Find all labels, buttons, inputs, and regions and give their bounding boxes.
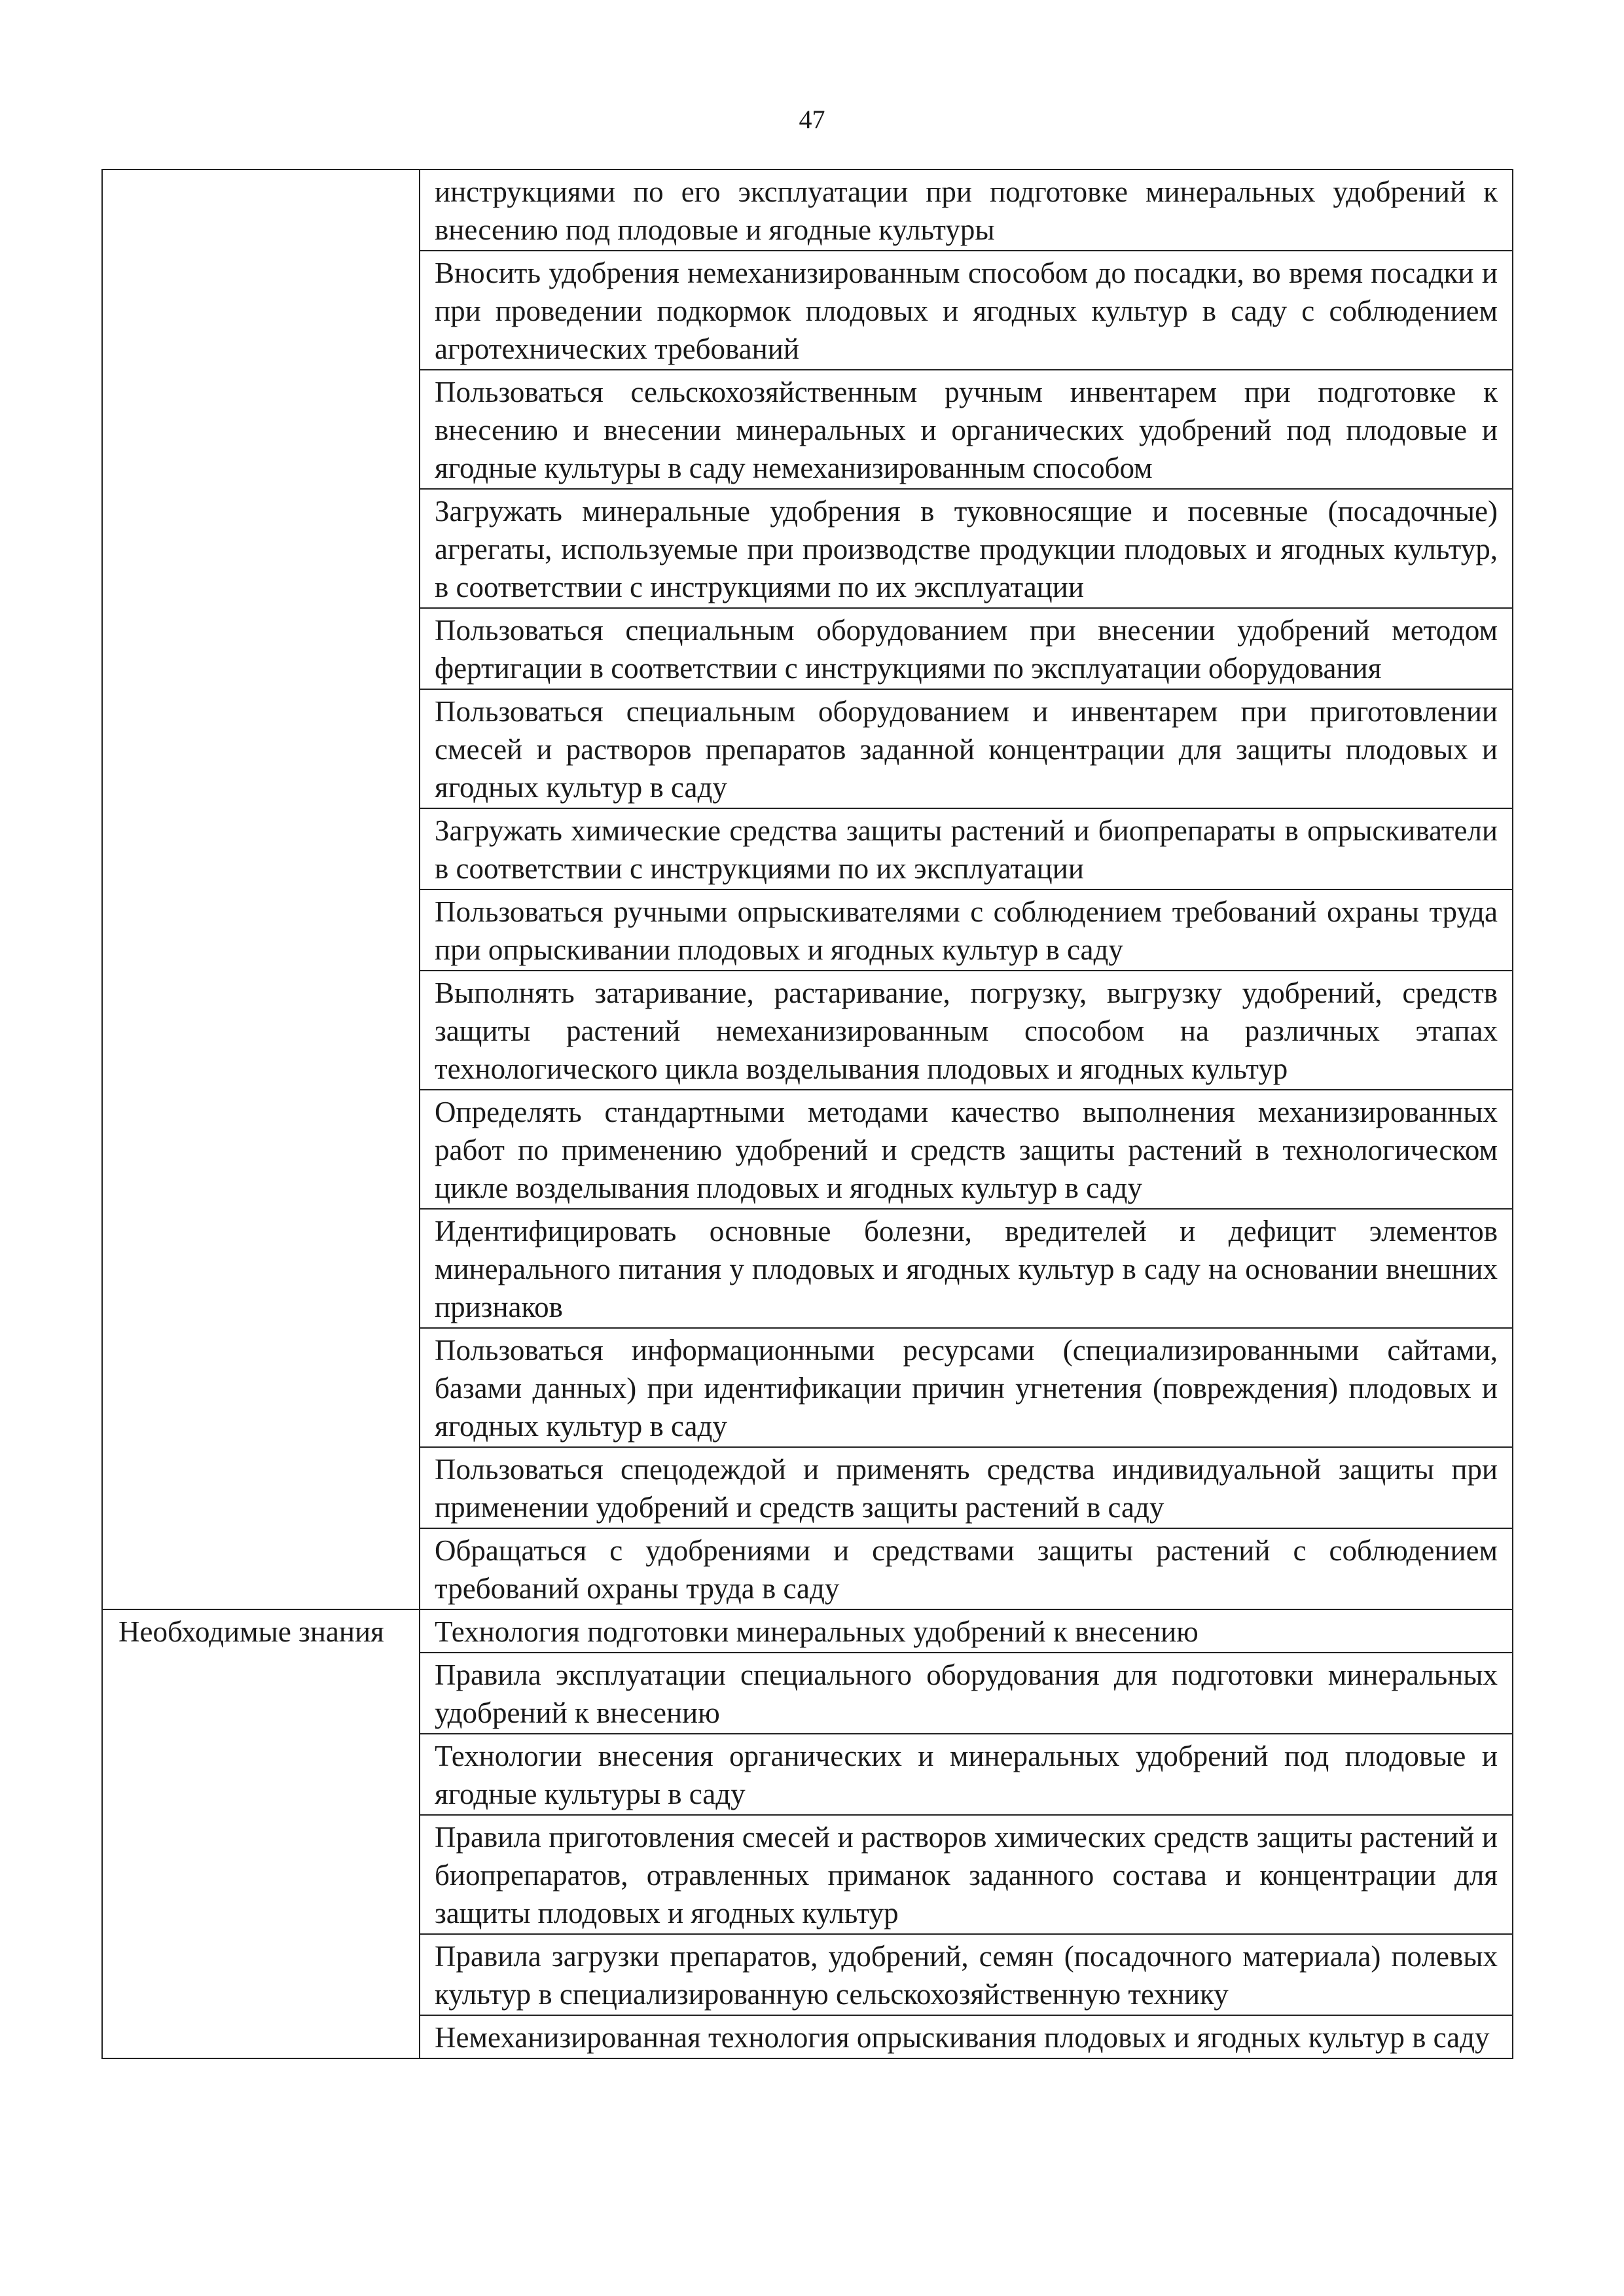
- knowledge-cell: Технология подготовки минеральных удобрений к внесению: [420, 1609, 1513, 1653]
- knowledge-label: Необходимые знания: [102, 1609, 420, 2058]
- knowledge-cell: Технологии внесения органических и минеральных удобрений под плодовые и ягодные культуры в саду: [420, 1734, 1513, 1815]
- page-number: 47: [799, 105, 825, 134]
- skill-cell: Пользоваться ручными опрыскивателями с соблюдением требований охраны труда при опрыскивании плодовых и ягодных культур в саду: [420, 889, 1513, 971]
- knowledge-cell: Правила эксплуатации специального оборудования для подготовки минеральных удобрений к внесению: [420, 1653, 1513, 1734]
- skill-cell: Пользоваться специальным оборудованием и инвентарем при приготовлении смесей и растворов препаратов заданной концентрации для защиты плодовых и ягодных культур в саду: [420, 689, 1513, 808]
- skill-cell: Пользоваться специальным оборудованием при внесении удобрений методом фертигации в соответствии с инструкциями по эксплуатации оборудования: [420, 608, 1513, 689]
- skills-label-cell: [102, 170, 420, 1609]
- skill-cell: Выполнять затаривание, растаривание, погрузку, выгрузку удобрений, средств защиты растений немеханизированным способом на различных этапах технологического цикла возделывания плодовых и ягодных культур: [420, 971, 1513, 1090]
- skill-cell: Обращаться с удобрениями и средствами защиты растений с соблюдением требований охраны труда в саду: [420, 1528, 1513, 1609]
- skill-cell: Идентифицировать основные болезни, вредителей и дефицит элементов минерального питания у плодовых и ягодных культур в саду на основании внешних признаков: [420, 1209, 1513, 1328]
- knowledge-cell: Правила приготовления смесей и растворов химических средств защиты растений и биопрепаратов, отравленных приманок заданного состава и концентрации для защиты плодовых и ягодных культур: [420, 1815, 1513, 1934]
- table-row: [102, 170, 1513, 251]
- skill-cell: инструкциями по его эксплуатации при подготовке минеральных удобрений к внесению под плодовые и ягодные культуры: [420, 170, 1513, 251]
- knowledge-cell: Правила загрузки препаратов, удобрений, семян (посадочного материала) полевых культур в специализированную сельскохозяйственную технику: [420, 1934, 1513, 2015]
- skill-cell: Загружать химические средства защиты растений и биопрепараты в опрыскиватели в соответствии с инструкциями по их эксплуатации: [420, 808, 1513, 889]
- skill-cell: Пользоваться сельскохозяйственным ручным инвентарем при подготовке к внесению и внесении минеральных и органических удобрений под плодовые и ягодные культуры в саду немеханизированным способом: [420, 370, 1513, 489]
- skill-cell: Пользоваться спецодеждой и применять средства индивидуальной защиты при применении удобрений и средств защиты растений в саду: [420, 1447, 1513, 1528]
- skill-cell: Вносить удобрения немеханизированным способом до посадки, во время посадки и при проведении подкормок плодовых и ягодных культур в саду с соблюдением агротехнических требований: [420, 251, 1513, 370]
- skill-cell: Определять стандартными методами качество выполнения механизированных работ по применению удобрений и средств защиты растений в технологическом цикле возделывания плодовых и ягодных культур в саду: [420, 1090, 1513, 1209]
- table-row: [102, 1609, 1513, 1653]
- knowledge-cell: Немеханизированная технология опрыскивания плодовых и ягодных культур в саду: [420, 2015, 1513, 2058]
- skill-cell: Пользоваться информационными ресурсами (специализированными сайтами, базами данных) при идентификации причин угнетения (повреждения) плодовых и ягодных культур в саду: [420, 1328, 1513, 1447]
- skill-cell: Загружать минеральные удобрения в туковносящие и посевные (посадочные) агрегаты, используемые при производстве продукции плодовых и ягодных культур, в соответствии с инструкциями по их эксплуатации: [420, 489, 1513, 608]
- competency-table: [101, 169, 1513, 2059]
